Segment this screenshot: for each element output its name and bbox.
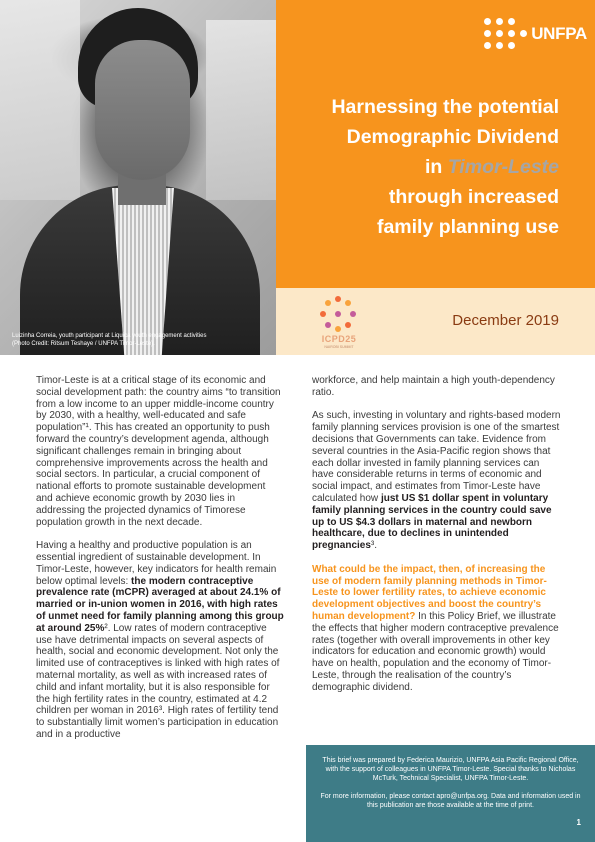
- paragraph-text: ². Low rates of modern contraceptive use have detrimental impacts on several aspects of health, social and economic development. Not only the limited use of contraceptives is linked with high rates of maternal mortality, as well as with increased rates of child and infant mortality, but it is also responsible for the high fertility rates in the country, estimated at 4.2 children per woman in 2016³. High rates of fertility tend to substantially limit women’s participation in education and in a productive: [36, 622, 280, 740]
- icpd25-logo: [314, 294, 364, 350]
- title-line: Demographic Dividend: [346, 126, 559, 148]
- publication-date: December 2019: [452, 312, 559, 329]
- title-panel: [276, 0, 595, 288]
- paragraph-text: ³.: [370, 540, 378, 552]
- unfpa-logo: [484, 18, 587, 50]
- title-line: family planning use: [376, 216, 559, 238]
- icpd25-label: ICPD25: [321, 334, 357, 344]
- photo-caption-line: Luizinha Correia, youth participant at Liquica youth engagement activities: [12, 333, 207, 339]
- paragraph-text: As such, investing in voluntary and rights-based modern family planning services provision is one of the smartest decisions that Governments can take. Evidence from several countries in the Asia-Pacific region shows that each dollar invested in family planning services can have considerable returns in terms of economic and social impact, and estimates from Timor-Leste have calculated how: [312, 410, 561, 504]
- title-country: Timor-Leste: [447, 156, 559, 178]
- title-line: through increased: [388, 186, 559, 208]
- right-column: [312, 375, 562, 705]
- title-line: Harnessing the potential: [331, 96, 559, 118]
- paragraph: [312, 564, 562, 694]
- unfpa-people-dots-icon: [484, 18, 528, 50]
- left-column: [36, 375, 284, 753]
- photo-caption: [12, 332, 270, 348]
- paragraph-bold: the modern contraceptive prevalence rate (mCPR) averaged at about 24.1% of married or in-union women in 2016, with high rates of unmet need for family planning among this group at around 25%: [36, 575, 284, 634]
- photo-caption-credit: (Photo Credit: Ritsum Teshaye / UNFPA Timor-Leste).: [12, 341, 155, 347]
- title-prefix: in: [425, 156, 448, 178]
- paragraph: [312, 410, 562, 552]
- key-question: What could be the impact, then, of increasing the use of modern family planning methods in Timor-Leste to lower fertility rates, to achieve economic development objectives and boost the country’s human development?: [312, 563, 547, 622]
- paragraph: Timor-Leste is at a critical stage of its economic and social development path: the country aims “to transition from a low income to an upper middle-income country by 2030, with a healthy, well-educated and safe population”¹. This has created an opportunity to push forward the country’s development agenda, although significant challenges remain in bringing about comprehensive improvements across the health and social sectors. In particular, a crucial component of national efforts to promote sustainable development and achieve economic growth by 2030 lies in addressing the projected dynamics of Timorese population growth in the next decade.: [36, 375, 281, 528]
- paragraph-text: Having a healthy and productive population is an essential ingredient of sustainable development. In Timor-Leste, however, key indicators for health remain below optimal levels:: [36, 540, 277, 587]
- cover-photo: [0, 0, 276, 355]
- info-box: [306, 745, 595, 842]
- photo-background: [206, 20, 276, 200]
- title-line: [279, 152, 559, 182]
- document-title: [279, 92, 559, 242]
- page-number: 1: [576, 818, 581, 827]
- acknowledgements: This brief was prepared by Federica Maurizio, UNFPA Asia Pacific Regional Office, with the support of colleagues in UNFPA Timor-Leste. Special thanks to Nicholas McTurk, Technical Specialist, UNFPA Timor-Leste.: [322, 757, 579, 782]
- photo-face: [95, 40, 190, 180]
- contact-info: For more information, please contact apro@unfpa.org. Data and information used in this publication are those available at the time of print.: [320, 793, 581, 809]
- paragraph: [36, 540, 284, 741]
- icpd25-sublabel: NAIROBI SUMMIT: [324, 345, 354, 349]
- photo-background: [0, 0, 80, 200]
- icpd25-ring-icon: [320, 296, 356, 332]
- paragraph: workforce, and help maintain a high youth-dependency ratio.: [312, 375, 555, 398]
- paragraph-bold: just US $1 dollar spent in voluntary family planning services in the country could save up to US $4.3 dollars in maternal and newborn healthcare, due to declines in unintended pregnancies: [312, 492, 552, 552]
- unfpa-logo-text: UNFPA: [531, 24, 587, 43]
- date-band: [276, 288, 595, 355]
- paragraph-text: In this Policy Brief, we illustrate the effects that higher modern contraceptive prevalence rates (together with overall improvements in other key indicators for education and economic growth) would have on health, population and the economy of Timor-Leste, through the realisation of the country’s demographic dividend.: [312, 610, 559, 693]
